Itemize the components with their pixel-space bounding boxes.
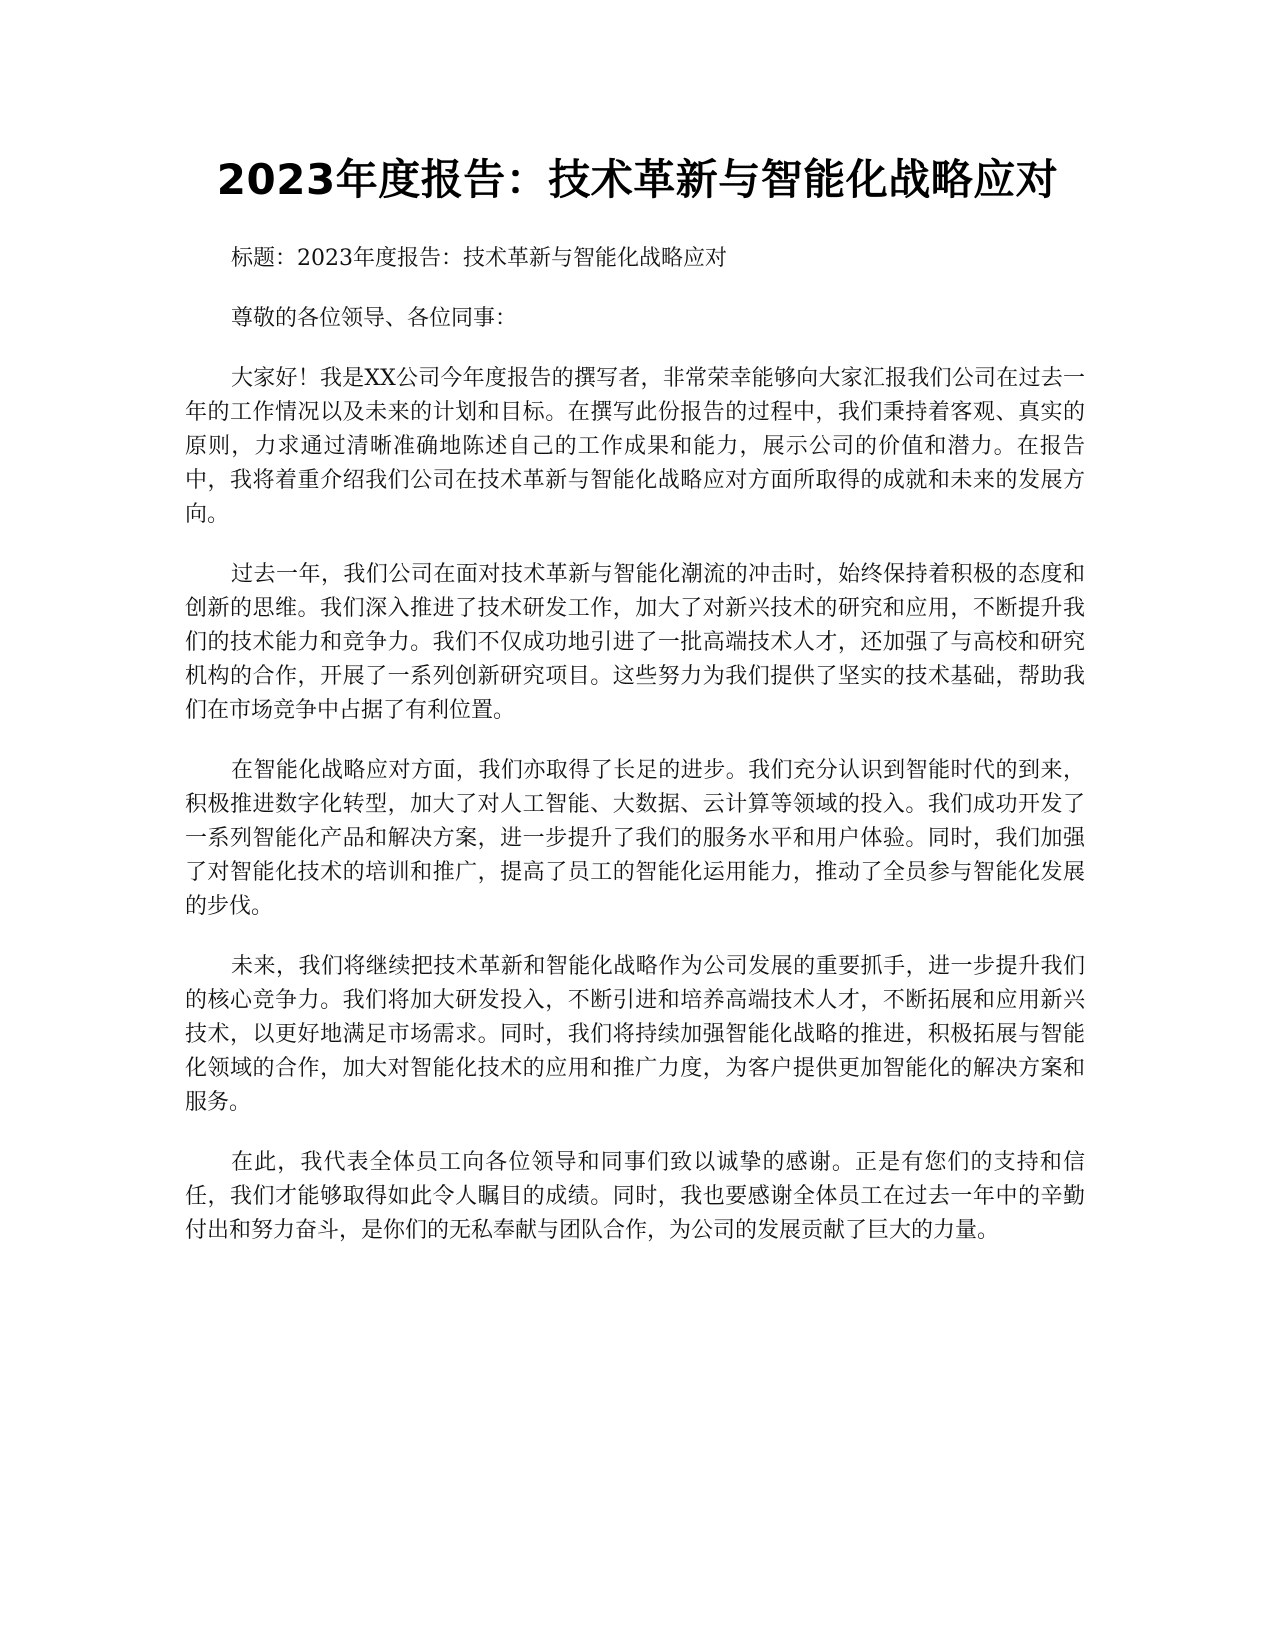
paragraph-past-year: 过去一年，我们公司在面对技术革新与智能化潮流的冲击时，始终保持着积极的态度和创新的思维。我们深入推进了技术研发工作，加大了对新兴技术的研究和应用，不断提升我们的技术能力和竞争力。我们不仅成功地引进了一批高端技术人才，还加强了与高校和研究机构的合作，开展了一系列创新研究项目。这些努力为我们提供了坚实的技术基础，帮助我们在市场竞争中占据了有利位置。 xyxy=(185,562,1085,723)
paragraph-subject-line: 标题：2023年度报告：技术革新与智能化战略应对 xyxy=(231,246,727,271)
paragraph-intelligent-strategy: 在智能化战略应对方面，我们亦取得了长足的进步。我们充分认识到智能时代的到来，积极推进数字化转型，加大了对人工智能、大数据、云计算等领域的投入。我们成功开发了一系列智能化产品和解决方案，进一步提升了我们的服务水平和用户体验。同时，我们加强了对智能化技术的培训和推广，提高了员工的智能化运用能力，推动了全员参与智能化发展的步伐。 xyxy=(185,758,1085,919)
paragraph-future-plans: 未来，我们将继续把技术革新和智能化战略作为公司发展的重要抓手，进一步提升我们的核心竞争力。我们将加大研发投入，不断引进和培养高端技术人才，不断拓展和应用新兴技术，以更好地满足市场需求。同时，我们将持续加强智能化战略的推进，积极拓展与智能化领域的合作，加大对智能化技术的应用和推广力度，为客户提供更加智能化的解决方案和服务。 xyxy=(185,954,1085,1115)
paragraph-salutation: 尊敬的各位领导、各位同事： xyxy=(231,306,518,331)
paragraph-acknowledgements: 在此，我代表全体员工向各位领导和同事们致以诚挚的感谢。正是有您们的支持和信任，我们才能够取得如此令人瞩目的成绩。同时，我也要感谢全体员工在过去一年中的辛勤付出和努力奋斗，是你们的无私奉献与团队合作，为公司的发展贡献了巨大的力量。 xyxy=(185,1150,1085,1243)
document-title: 2023年度报告：技术革新与智能化战略应对 xyxy=(216,155,1059,204)
document-body xyxy=(185,242,1085,1274)
paragraph-introduction: 大家好！我是XX公司今年度报告的撰写者，非常荣幸能够向大家汇报我们公司在过去一年的工作情况以及未来的计划和目标。在撰写此份报告的过程中，我们秉持着客观、真实的原则，力求通过清晰准确地陈述自己的工作成果和能力，展示公司的价值和潜力。在报告中，我将着重介绍我们公司在技术革新与智能化战略应对方面所取得的成就和未来的发展方向。 xyxy=(185,366,1085,527)
